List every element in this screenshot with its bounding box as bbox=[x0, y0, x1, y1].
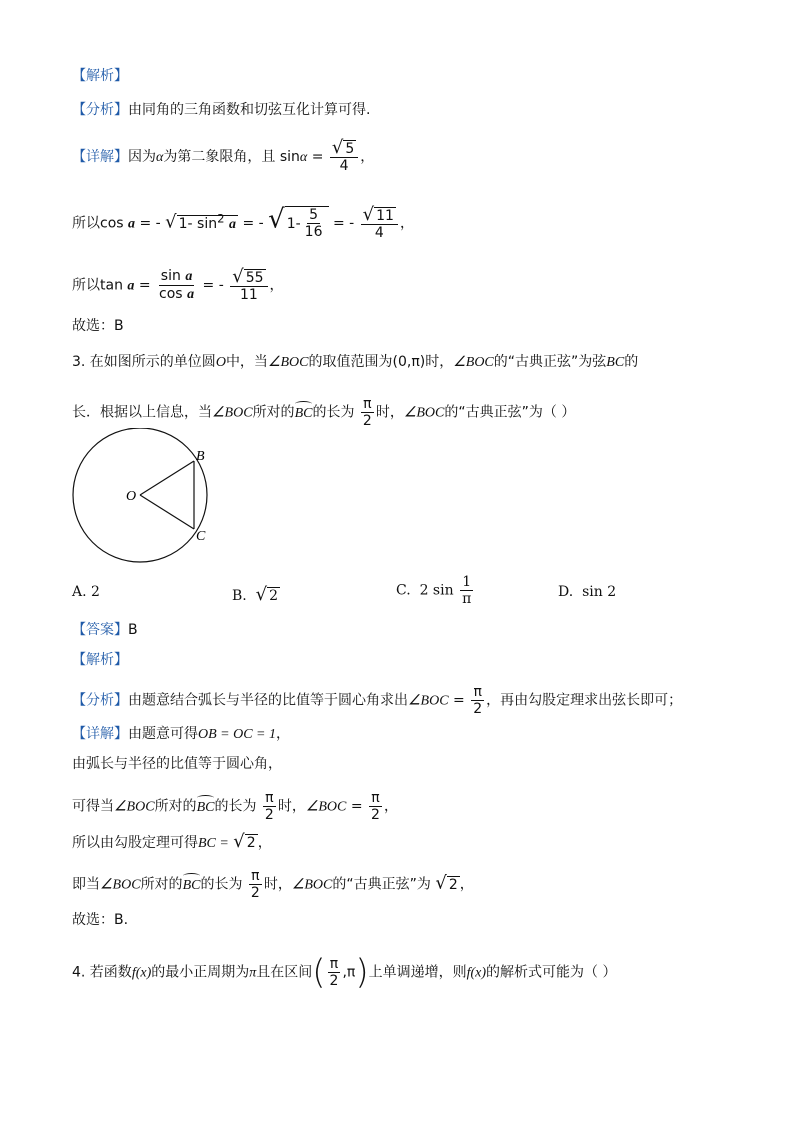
fenxi-tag: 【分析】 bbox=[72, 102, 128, 118]
guxuan-2: 故选：B. bbox=[72, 912, 129, 928]
value: sin 2 bbox=[582, 584, 617, 600]
equals: = bbox=[138, 277, 151, 294]
xiangjie-tag: 【详解】 bbox=[72, 149, 128, 165]
daan-line bbox=[72, 620, 138, 640]
value: π bbox=[473, 684, 482, 700]
fraction-sqrt5-over-4: $\frac{√ 5}{4}$ bbox=[330, 140, 358, 174]
text: 时， bbox=[263, 876, 292, 893]
text: = - bbox=[139, 215, 161, 232]
text: 由题意结合弧长与半径的比值等于圆心角求出 bbox=[128, 692, 408, 709]
option-a: A. 2 bbox=[72, 584, 100, 600]
unit-circle-figure bbox=[70, 428, 212, 568]
equals: = bbox=[350, 798, 363, 815]
text: ， bbox=[257, 835, 272, 851]
text: ，再由勾股定理求出弦长即可； bbox=[486, 692, 683, 709]
angle-boc: ∠BOC bbox=[100, 877, 141, 893]
tan-line bbox=[72, 265, 284, 303]
text: 即当 bbox=[72, 876, 100, 893]
a-symbol: a bbox=[127, 278, 135, 294]
fx: f(x) bbox=[466, 965, 487, 981]
option-c bbox=[396, 574, 475, 607]
sin-label: sin bbox=[279, 149, 300, 165]
angle-boc: ∠BOC bbox=[453, 355, 494, 370]
q3-line-2 bbox=[72, 396, 575, 429]
s3-line-3 bbox=[72, 790, 398, 823]
text: 所以 bbox=[72, 215, 100, 232]
s3-line-5: 即当∠BOC所对的BC的长为 $\frac{\pi}{2}$ 时，∠BOC的“古典正弦”为 √ 2 ， bbox=[72, 868, 474, 901]
arc-bc: BC bbox=[183, 876, 201, 896]
text: 可得当 bbox=[72, 798, 114, 815]
option-d bbox=[558, 584, 616, 600]
O-symbol: O bbox=[215, 355, 226, 370]
fx: f(x) bbox=[131, 965, 152, 981]
text: 的 bbox=[624, 354, 639, 370]
value: π bbox=[265, 790, 274, 806]
text: 的“古典正弦”为 bbox=[332, 876, 431, 893]
text: 且在区间 bbox=[256, 964, 313, 981]
text: 时， bbox=[425, 354, 454, 370]
angle-boc: ∠BOC bbox=[403, 405, 445, 421]
text: ， bbox=[276, 726, 291, 742]
text: 由题意可得 bbox=[128, 726, 198, 742]
cos-line: 所以cos a = - √ 1- $\sin^2 a$ = - √ 1- $\frac{5}{16}$ = - $\frac{√ 11}{4}$ ， bbox=[72, 203, 414, 241]
angle-boc: ∠BOC bbox=[408, 693, 449, 709]
value: 11 bbox=[376, 207, 394, 224]
text: ， bbox=[383, 798, 398, 815]
label: B. bbox=[232, 588, 247, 604]
xiangjie-tag: 【详解】 bbox=[72, 726, 128, 742]
text: 上单调递增，则 bbox=[368, 964, 467, 981]
text: 所以由勾股定理可得 bbox=[72, 835, 198, 851]
tan-label: tan bbox=[100, 277, 123, 294]
segment-oc bbox=[140, 495, 194, 529]
exponent: 2 bbox=[217, 210, 225, 225]
text: 为第二象限角，且 bbox=[163, 149, 276, 165]
text: 4. 若函数 bbox=[72, 964, 132, 981]
angle-boc: ∠BOC bbox=[291, 877, 333, 893]
text: ， bbox=[459, 876, 474, 893]
value: π bbox=[251, 868, 260, 884]
value: 16 bbox=[304, 224, 323, 240]
value: 5 bbox=[345, 141, 355, 157]
angle-boc: ∠BOC bbox=[114, 799, 155, 815]
value: 55 bbox=[245, 269, 264, 286]
text: 所以 bbox=[72, 277, 100, 294]
xiangjie-line-2 bbox=[72, 724, 290, 745]
equals: = bbox=[311, 149, 324, 165]
jiexi-header-1: 【解析】 bbox=[72, 68, 128, 84]
label: D. bbox=[558, 584, 574, 600]
text: 的长为 bbox=[200, 876, 243, 893]
label: C. bbox=[396, 582, 411, 599]
fenxi-line-1 bbox=[72, 100, 370, 120]
label-o: O bbox=[126, 489, 137, 504]
guxuan-1: 故选：B bbox=[72, 318, 124, 334]
text: = - bbox=[332, 215, 355, 232]
fraction-sqrt55-over-11: $\frac{√ 55}{11}$ bbox=[230, 269, 267, 303]
text: 时， bbox=[375, 404, 404, 421]
pi: π bbox=[346, 964, 356, 981]
equation: OB = OC = 1 bbox=[198, 727, 277, 742]
value: 11 bbox=[239, 286, 258, 303]
comma: ， bbox=[399, 215, 414, 232]
jiexi-header-2: 【解析】 bbox=[72, 652, 128, 668]
daan-tag: 【答案】 bbox=[72, 622, 128, 638]
value: 2 bbox=[448, 876, 458, 893]
q3-line-1 bbox=[72, 352, 638, 373]
value: 2 bbox=[269, 588, 279, 604]
text: 的取值范围为 bbox=[308, 354, 393, 370]
text: 所对的 bbox=[154, 798, 197, 815]
text: 中，当 bbox=[225, 354, 268, 370]
text: 的“古典正弦”为（ ） bbox=[444, 404, 576, 421]
value: π bbox=[329, 956, 339, 972]
value: 4 bbox=[339, 158, 349, 174]
alpha-symbol: α bbox=[299, 150, 308, 165]
value: π bbox=[363, 396, 372, 412]
value: 1 bbox=[462, 574, 472, 590]
value: 2 bbox=[264, 807, 274, 823]
text: 的解析式可能为（ ） bbox=[486, 964, 617, 981]
label-b: B bbox=[196, 449, 205, 464]
q4-line: 4. 若函数f(x)的最小正周期为π且在区间( $\frac{\pi}{2}$ ,π)上单调递增，则f(x)的解析式可能为（ ） bbox=[72, 952, 617, 993]
text: 1- bbox=[286, 215, 301, 232]
text: 的长为 bbox=[214, 798, 257, 815]
text: 因为 bbox=[128, 149, 156, 165]
text: 1- sin bbox=[178, 215, 218, 232]
text: 所对的 bbox=[252, 404, 295, 421]
value: 2 bbox=[329, 973, 339, 989]
value: 2 sin bbox=[419, 582, 454, 599]
a-symbol: a bbox=[185, 269, 193, 284]
value: 2 bbox=[362, 413, 372, 429]
text: 长．根据以上信息，当 bbox=[72, 404, 212, 421]
fraction-pi-over-2 bbox=[361, 396, 374, 429]
angle-boc: ∠BOC bbox=[212, 405, 253, 421]
comma: ， bbox=[269, 277, 284, 294]
text: = - bbox=[242, 215, 264, 232]
text: 的“古典正弦”为弦 bbox=[493, 354, 607, 370]
fenxi-tag: 【分析】 bbox=[72, 692, 128, 709]
value: 2 bbox=[246, 835, 256, 851]
text: 3. 在如图所示的单位圆 bbox=[72, 354, 216, 370]
pi: π bbox=[249, 965, 257, 981]
value: 2 bbox=[371, 807, 380, 823]
a-symbol: a bbox=[187, 287, 195, 302]
fraction-sin-over-cos bbox=[157, 268, 196, 303]
text: 的长为 bbox=[312, 404, 355, 421]
text: 的最小正周期为 bbox=[151, 964, 250, 981]
angle-boc: ∠BOC bbox=[305, 799, 347, 815]
a-symbol: a bbox=[128, 216, 136, 232]
arc-bc: BC bbox=[295, 404, 313, 424]
arc-bc: BC bbox=[197, 798, 215, 818]
s3-line-2: 由弧长与半径的比值等于圆心角， bbox=[72, 756, 282, 772]
value: 2 bbox=[473, 701, 483, 717]
cos-label: cos bbox=[100, 215, 124, 232]
s3-line-4: 所以由勾股定理可得BC = √ 2 ， bbox=[72, 831, 272, 852]
text: cos bbox=[159, 286, 183, 302]
alpha-symbol: α bbox=[156, 150, 164, 165]
text: = - bbox=[202, 277, 224, 294]
fraction-sqrt11-over-4: $\frac{√ 11}{4}$ bbox=[361, 207, 398, 241]
range: (0,π) bbox=[392, 354, 426, 370]
segment-ob bbox=[140, 461, 194, 495]
text: 所对的 bbox=[140, 876, 183, 893]
bc-eq: BC = bbox=[198, 836, 229, 851]
value: π bbox=[462, 591, 472, 607]
text: 时， bbox=[277, 798, 306, 815]
value: π bbox=[371, 790, 380, 806]
a-symbol: a bbox=[228, 216, 236, 232]
option-b: B. √ 2 bbox=[232, 584, 279, 605]
value: 4 bbox=[374, 224, 384, 241]
text: sin bbox=[160, 268, 181, 284]
xiangjie-line-1 bbox=[72, 137, 375, 174]
angle-boc: ∠BOC bbox=[267, 355, 309, 370]
fenxi-text: 由同角的三角函数和切弦互化计算可得. bbox=[128, 102, 371, 118]
equals: = bbox=[453, 692, 465, 709]
BC-symbol: BC bbox=[606, 355, 625, 370]
answer: B bbox=[128, 622, 138, 638]
value: 5 bbox=[309, 207, 319, 223]
value: 2 bbox=[250, 885, 260, 901]
comma: ， bbox=[360, 149, 375, 165]
label-c: C bbox=[196, 529, 206, 544]
fenxi-line-2 bbox=[72, 684, 682, 717]
